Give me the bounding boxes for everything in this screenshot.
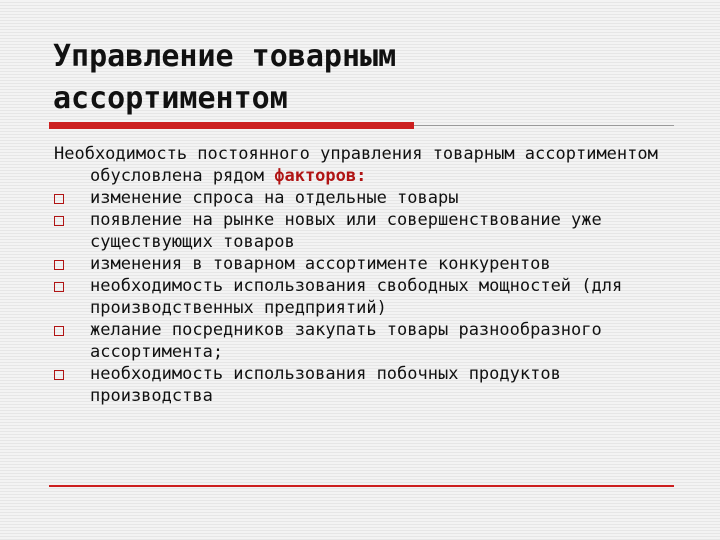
list-item: [54, 363, 684, 407]
factor-list: [54, 187, 684, 407]
list-item: [54, 319, 684, 363]
list-item-text: необходимость использования побочных продуктов производства: [90, 364, 561, 406]
square-bullet-icon: [54, 326, 64, 336]
slide-title-line-2: ассортиментом: [53, 81, 288, 116]
list-item: [54, 187, 684, 209]
square-bullet-icon: [54, 216, 64, 226]
intro-highlight: факторов:: [274, 166, 367, 186]
list-item-text: изменение спроса на отдельные товары: [90, 188, 459, 208]
list-item-text: изменения в товарном ассортименте конкурентов: [90, 254, 551, 274]
slide-title-line-1: Управление товарным: [53, 39, 397, 74]
list-item-text: появление на рынке новых или совершенствование уже существующих товаров: [90, 210, 602, 252]
intro-paragraph: [54, 143, 684, 187]
footer-divider-line: [49, 485, 674, 487]
list-item: [54, 275, 684, 319]
list-item: [54, 209, 684, 253]
title-accent-bar: [49, 122, 414, 129]
slide-body: [54, 143, 684, 407]
intro-text: Необходимость постоянного управления товарным ассортиментом обусловлена рядом: [54, 144, 658, 186]
list-item-text: необходимость использования свободных мощностей (для производственных предприятий): [90, 276, 623, 318]
slide-title: [53, 36, 613, 120]
square-bullet-icon: [54, 194, 64, 204]
square-bullet-icon: [54, 260, 64, 270]
list-item-text: желание посредников закупать товары разнообразного ассортимента;: [90, 320, 602, 362]
square-bullet-icon: [54, 370, 64, 380]
list-item: [54, 253, 684, 275]
square-bullet-icon: [54, 282, 64, 292]
